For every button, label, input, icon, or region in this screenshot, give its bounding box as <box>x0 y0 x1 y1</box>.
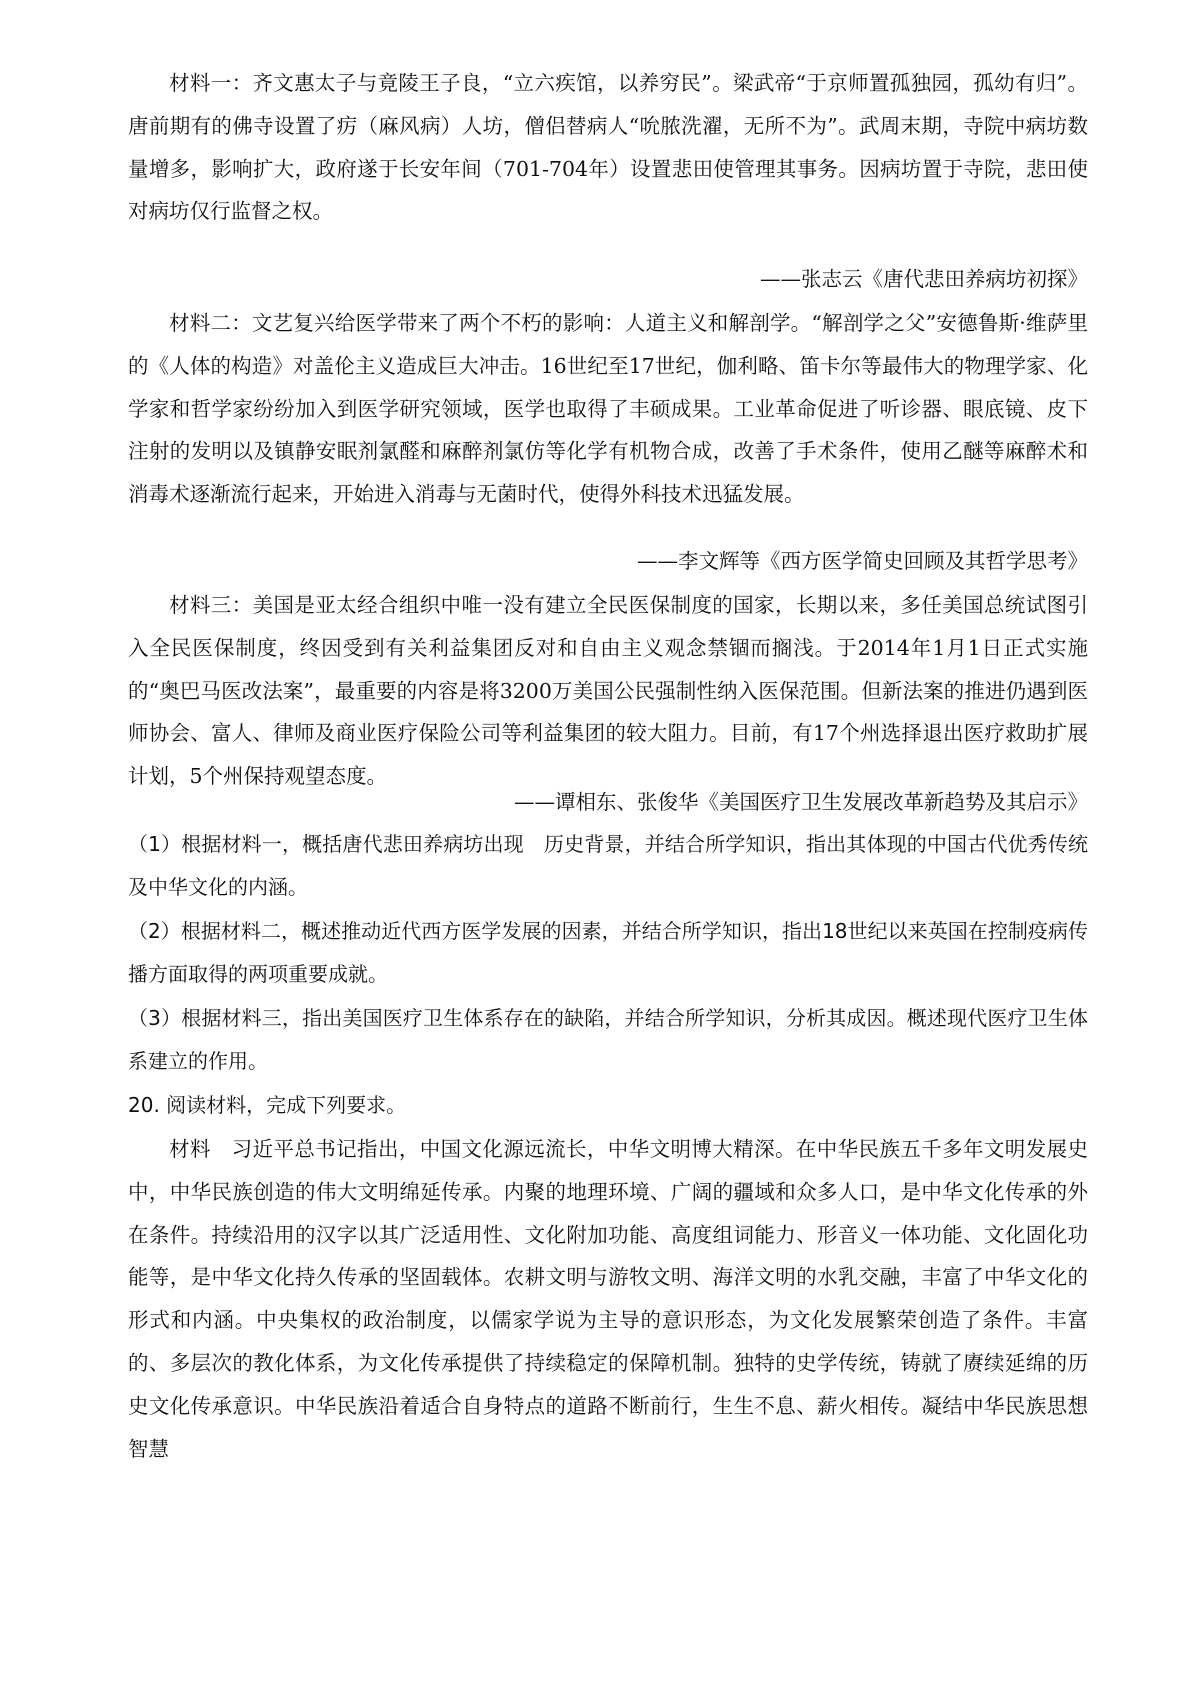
question-3: （3）根据材料三，指出美国医疗卫生体系存在的缺陷，并结合所学知识，分析其成因。概述现代医疗卫生体系建立的作用。 <box>128 1006 1088 1073</box>
material-2-source: ——李文辉等《西方医学简史回顾及其哲学思考》 <box>637 549 1088 573</box>
question-20-material: 材料 习近平总书记指出，中国文化源远流长，中华文明博大精深。在中华民族五千多年文明发展史中，中华民族创造的伟大文明绵延传承。内聚的地理环境、广阔的疆域和众多人口，是中华文化传承的外在条件。持续沿用的汉字以其广泛适用性、文化附加功能、高度组词能力、形音义一体功能、文化固化功能等，是中华文化持久传承的坚固载体。农耕文明与游牧文明、海洋文明的水乳交融，丰富了中华文化的形式和内涵。中央集权的政治制度，以儒家学说为主导的意识形态，为文化发展繁荣创造了条件。丰富的、多层次的教化体系，为文化传承提供了持续稳定的保障机制。独特的史学传统，铸就了赓续延绵的历史文化传承意识。中华民族沿着适合自身特点的道路不断前行，生生不息、薪火相传。凝结中华民族思想智慧 <box>128 1137 1088 1461</box>
material-2-text: 材料二：文艺复兴给医学带来了两个不朽的影响：人道主义和解剖学。“解剖学之父”安德鲁斯·维萨里的《人体的构造》对盖伦主义造成巨大冲击。16世纪至17世纪，伽利略、笛卡尔等最伟大的物理学家、化学家和哲学家纷纷加入到医学研究领域，医学也取得了丰硕成果。工业革命促进了听诊器、眼底镜、皮下注射的发明以及镇静安眠剂氯醛和麻醉剂氯仿等化学有机物合成，改善了手术条件，使用乙醚等麻醉术和消毒术逐渐流行起来，开始进入消毒与无菌时代，使得外科技术迅猛发展。 <box>128 311 1088 507</box>
material-3-text: 材料三：美国是亚太经合组织中唯一没有建立全民医保制度的国家，长期以来，多任美国总统试图引入全民医保制度，终因受到有关利益集团反对和自由主义观念禁锢而搁浅。于2014年1月1日正式实施的“奥巴马医改法案”，最重要的内容是将3200万美国公民强制性纳入医保范围。但新法案的推进仍遇到医师协会、富人、律师及商业医疗保险公司等利益集团的较大阻力。目前，有17个州选择退出医疗救助扩展计划，5个州保持观望态度。 <box>128 593 1088 789</box>
material-1-source: ——张志云《唐代悲田养病坊初探》 <box>760 267 1088 291</box>
question-20-title: 20. 阅读材料，完成下列要求。 <box>128 1093 407 1117</box>
material-1-text: 材料一：齐文惠太子与竟陵王子良，“立六疾馆，以养穷民”。梁武帝“于京师置孤独园，孤幼有归”。唐前期有的佛寺设置了疠（麻风病）人坊，僧侣替病人“吮脓洗濯，无所不为”。武周末期，寺院中病坊数量增多，影响扩大，政府遂于长安年间（701-704年）设置悲田使管理其事务。因病坊置于寺院，悲田使对病坊仅行监督之权。 <box>128 71 1088 224</box>
material-3-source: ——谭相东、张俊华《美国医疗卫生发展改革新趋势及其启示》 <box>514 790 1088 814</box>
question-1: （1）根据材料一，概括唐代悲田养病坊出现 历史背景，并结合所学知识，指出其体现的中国古代优秀传统及中华文化的内涵。 <box>128 832 1088 899</box>
question-2: （2）根据材料二，概述推动近代西方医学发展的因素，并结合所学知识，指出18世纪以来英国在控制疫病传播方面取得的两项重要成就。 <box>128 919 1088 986</box>
